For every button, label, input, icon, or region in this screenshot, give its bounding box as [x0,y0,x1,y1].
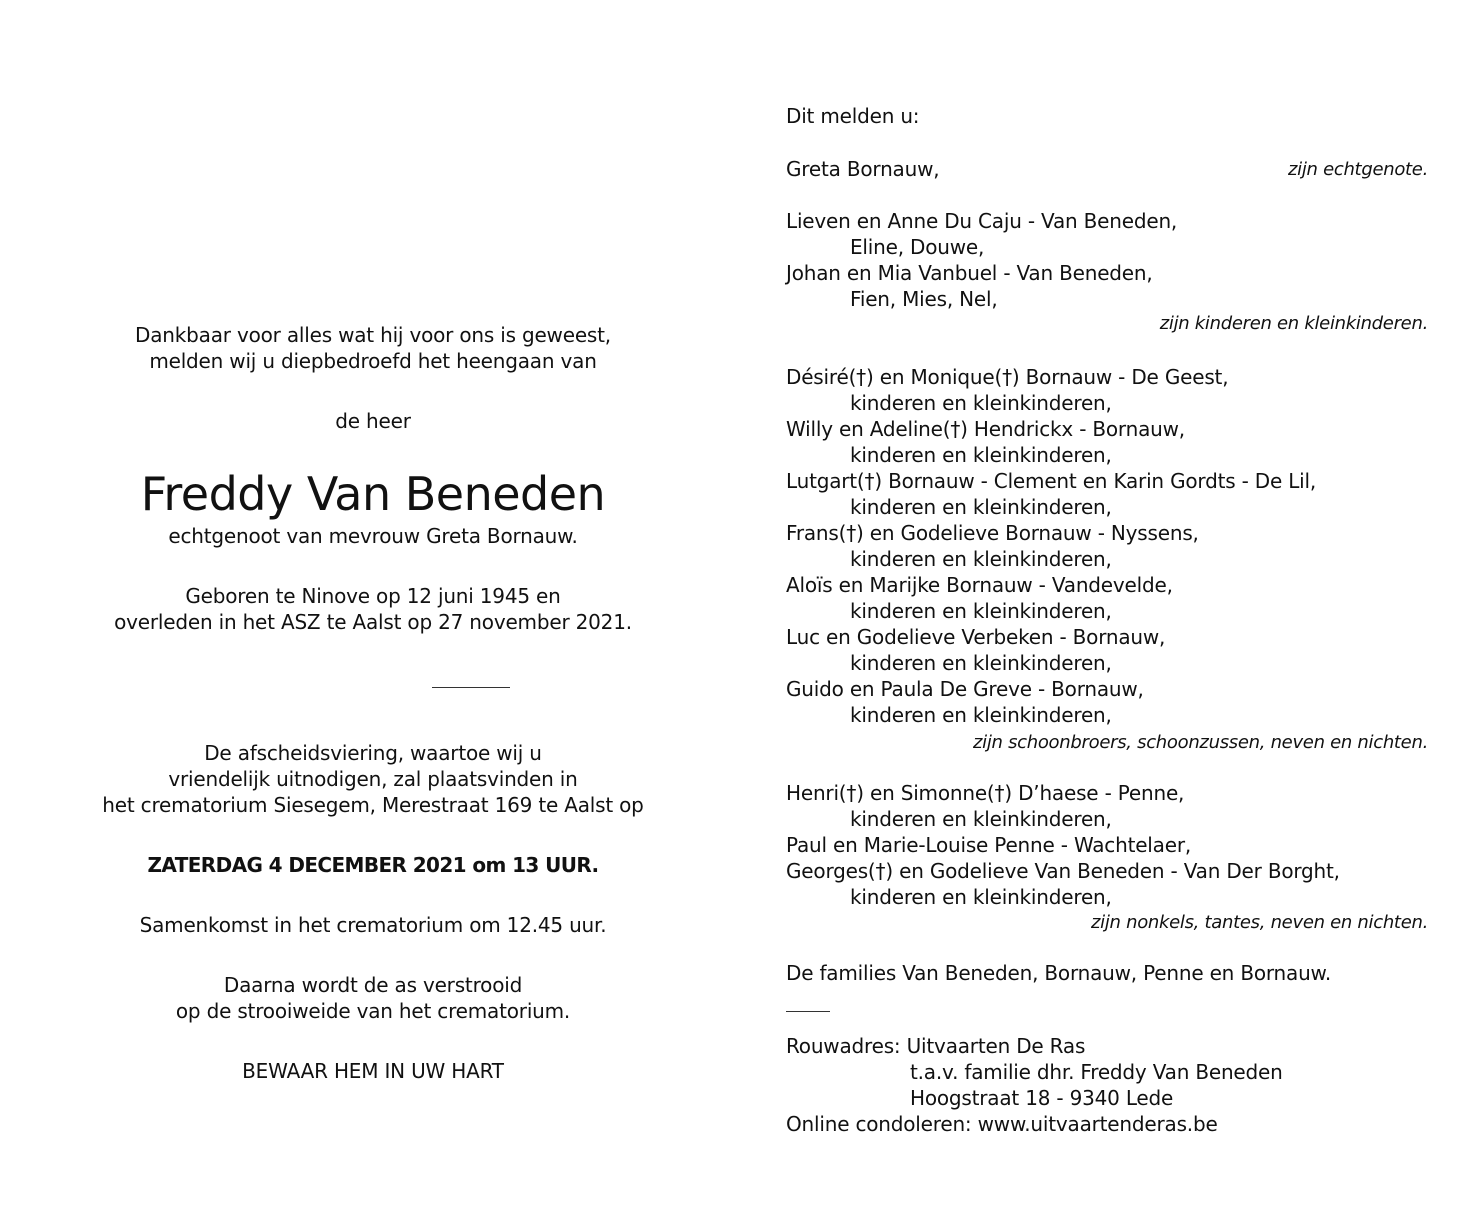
family-line: Luc en Godelieve Verbeken - Bornauw, [786,625,1166,649]
grandchildren-line: kinderen en kleinkinderen, [850,443,1112,467]
honorific: de heer [335,409,411,433]
families-line: De families Van Beneden, Bornauw, Penne en Bornauw. [786,961,1332,985]
grandchildren-line: kinderen en kleinkinderen, [850,391,1112,415]
funeral-address-line: t.a.v. familie dhr. Freddy Van Beneden [910,1060,1283,1084]
family-line: Georges(†) en Godelieve Van Beneden - Van Der Borght, [786,859,1340,883]
grandchildren-line: Eline, Douwe, [850,235,985,259]
spouse-line: echtgenoot van mevrouw Greta Bornauw. [168,524,578,548]
family-line: Paul en Marie-Louise Penne - Wachtelaer, [786,833,1192,857]
family-line: Lutgart(†) Bornauw - Clement en Karin Gordts - De Lil, [786,469,1317,493]
ashes-line: op de strooiweide van het crematorium. [175,999,571,1023]
family-line: Lieven en Anne Du Caju - Van Beneden, [786,209,1178,233]
family-line: Guido en Paula De Greve - Bornauw, [786,677,1144,701]
grandchildren-line: kinderen en kleinkinderen, [850,807,1112,831]
relation-label: zijn schoonbroers, schoonzussen, neven en nichten. [972,732,1428,753]
grandchildren-line: kinderen en kleinkinderen, [850,703,1112,727]
funeral-address-label: Rouwadres: Uitvaarten De Ras [786,1034,1086,1058]
family-line: Désiré(†) en Monique(†) Bornauw - De Geest, [786,365,1229,389]
birth-line: Geboren te Ninove op 12 juni 1945 en [185,584,561,608]
funeral-address-line: Hoogstraat 18 - 9340 Lede [910,1086,1174,1110]
relation-label: zijn kinderen en kleinkinderen. [1159,313,1428,334]
grandchildren-line: kinderen en kleinkinderen, [850,495,1112,519]
section-divider [786,1011,830,1012]
section-divider [432,687,510,688]
gathering-line: Samenkomst in het crematorium om 12.45 uur. [139,913,607,937]
grandchildren-line: Fien, Mies, Nel, [850,287,998,311]
grandchildren-line: kinderen en kleinkinderen, [850,547,1112,571]
relation-label: zijn nonkels, tantes, neven en nichten. [1091,912,1428,933]
family-line: Frans(†) en Godelieve Bornauw - Nyssens, [786,521,1199,545]
grandchildren-line: kinderen en kleinkinderen, [850,885,1112,909]
grandchildren-line: kinderen en kleinkinderen, [850,599,1112,623]
intro-line: melden wij u diepbedroefd het heengaan van [149,349,597,373]
online-condolences: Online condoleren: www.uitvaartenderas.be [786,1112,1218,1136]
announcers-header: Dit melden u: [786,104,920,128]
deceased-name: Freddy Van Beneden [140,467,606,521]
wife-name: Greta Bornauw, [786,157,940,181]
intro-line: Dankbaar voor alles wat hij voor ons is geweest, [135,323,611,347]
closing-line: BEWAAR HEM IN UW HART [242,1059,504,1083]
family-line: Henri(†) en Simonne(†) D’haese - Penne, [786,781,1185,805]
grandchildren-line: kinderen en kleinkinderen, [850,651,1112,675]
ceremony-date: ZATERDAG 4 DECEMBER 2021 om 13 UUR. [147,853,599,877]
family-line: Johan en Mia Vanbuel - Van Beneden, [786,261,1153,285]
ashes-line: Daarna wordt de as verstrooid [223,973,523,997]
relation-label: zijn echtgenote. [1288,159,1428,180]
ceremony-line: het crematorium Siesegem, Merestraat 169 te Aalst op [102,793,644,817]
ceremony-line: De afscheidsviering, waartoe wij u [204,741,542,765]
family-line: Aloïs en Marijke Bornauw - Vandevelde, [786,573,1173,597]
ceremony-line: vriendelijk uitnodigen, zal plaatsvinden in [168,767,578,791]
family-line: Willy en Adeline(†) Hendrickx - Bornauw, [786,417,1185,441]
death-line: overleden in het ASZ te Aalst op 27 november 2021. [114,610,632,634]
